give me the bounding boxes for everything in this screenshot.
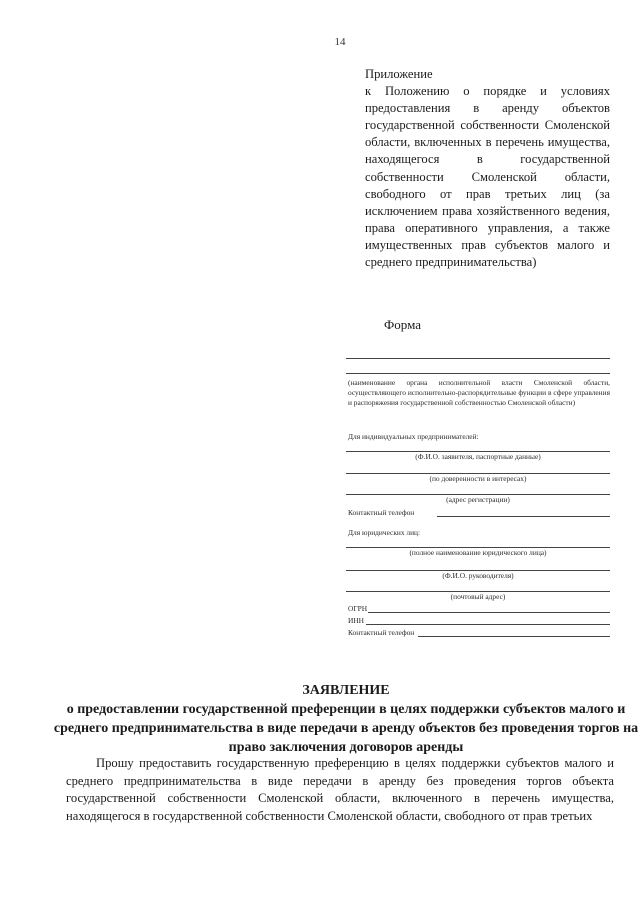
ogrn-label: ОГРН	[348, 604, 368, 613]
legal-phone-label: Контактный телефон	[348, 628, 415, 637]
legal-head-caption: (Ф.И.О. руководителя)	[442, 571, 514, 580]
ogrn-line[interactable]	[368, 612, 610, 613]
statement-body: Прошу предоставить государственную преференцию в целях поддержки субъектов малого и среднего предпринимательства в виде передачи в аренду без проведения торгов объекта государственной собственности Смоленской области, включенного в перечень имущества, находящегося в государственной собственности Смоленской области, свободного от прав третьих	[66, 756, 614, 823]
inn-label: ИНН	[348, 616, 365, 625]
legal-phone-line[interactable]	[418, 636, 610, 637]
individual-phone-line[interactable]	[437, 516, 610, 517]
legal-entities-heading: Для юридических лиц:	[348, 528, 421, 537]
legal-name-caption: (полное наименование юридического лица)	[409, 548, 547, 557]
individual-phone-label: Контактный телефон	[348, 508, 415, 517]
individual-address-caption: (адрес регистрации)	[446, 495, 510, 504]
inn-line[interactable]	[366, 624, 610, 625]
statement-heading	[40, 681, 640, 757]
individual-proxy-caption: (по доверенности в интересах)	[429, 474, 527, 483]
appendix-body: к Положению о порядке и условиях предоставления в аренду объектов государственной собственности Смоленской области, включенных в перечень имущества, находящегося в государственной собственности Смоленской области, свободного от прав третьих лиц (за исключением права хозяйственного ведения, права оперативного управления, а также имущественных прав субъектов малого и среднего предпринимательства)	[365, 84, 610, 270]
authority-line-1[interactable]	[346, 358, 610, 359]
statement-title: ЗАЯВЛЕНИЕ	[302, 683, 390, 698]
form-label: Форма	[384, 317, 421, 332]
individual-fio-caption: (Ф.И.О. заявителя, паспортные данные)	[415, 452, 541, 461]
authority-line-2[interactable]	[346, 373, 610, 374]
page-number: 14	[334, 36, 346, 48]
individuals-heading: Для индивидуальных предпринимателей:	[348, 432, 479, 441]
appendix-header	[365, 66, 610, 271]
legal-postal-caption: (почтовый адрес)	[450, 592, 506, 601]
statement-subtitle: о предоставлении государственной преференции в целях поддержки субъектов малого и среднего предпринимательства в виде передачи в аренду объектов без проведения торгов на право заключения договоров аренды	[53, 702, 639, 755]
appendix-title: Приложение	[365, 67, 433, 81]
authority-caption: (наименование органа исполнительной власти Смоленской области, осуществляющего исполнительно-распорядительные функции в сфере управления и распоряжения государственной собственностью Смоленской области)	[348, 378, 610, 408]
